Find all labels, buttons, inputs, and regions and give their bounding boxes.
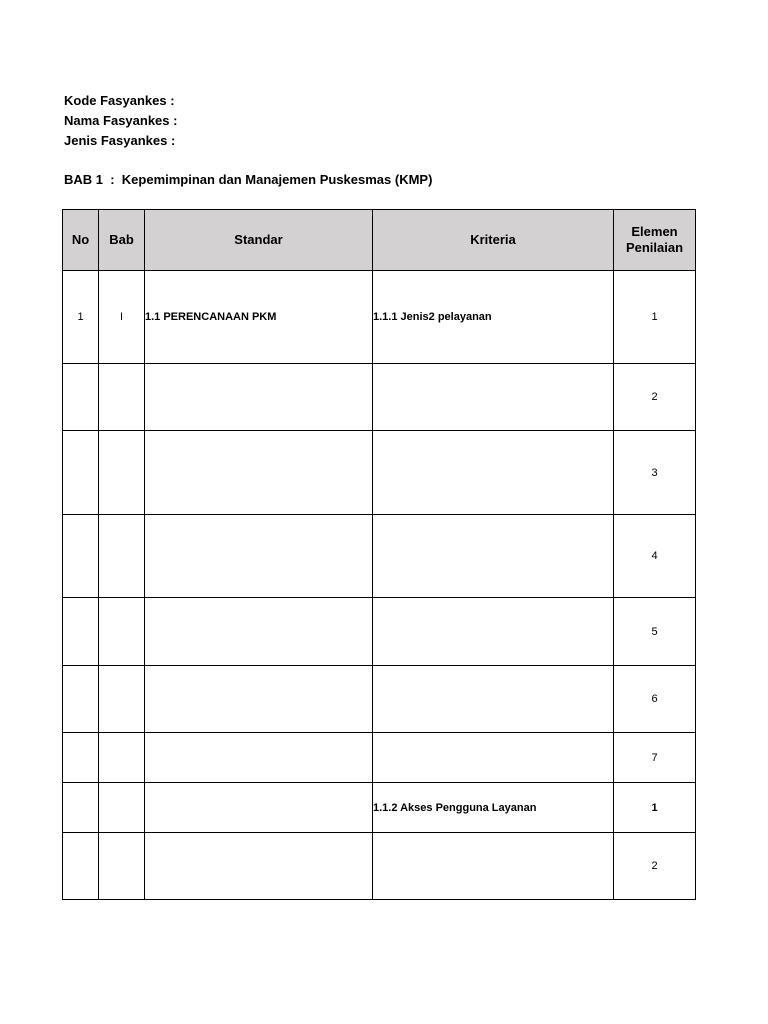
cell-standar (145, 833, 373, 900)
cell-kriteria (373, 431, 614, 515)
cell-standar (145, 666, 373, 733)
cell-no (63, 364, 99, 431)
assessment-table (62, 209, 696, 900)
cell-elemen: 4 (614, 515, 696, 598)
cell-no (63, 431, 99, 515)
cell-no (63, 666, 99, 733)
cell-standar (145, 431, 373, 515)
facility-info (64, 91, 177, 151)
cell-bab (99, 364, 145, 431)
table-row (63, 598, 696, 666)
cell-elemen: 6 (614, 666, 696, 733)
table-row (63, 733, 696, 783)
cell-no: 1 (63, 271, 99, 364)
header-elemen: Elemen Penilaian (614, 210, 696, 271)
cell-elemen: 1 (614, 783, 696, 833)
table-row (63, 783, 696, 833)
cell-bab (99, 515, 145, 598)
header-kriteria: Kriteria (373, 210, 614, 271)
header-bab: Bab (99, 210, 145, 271)
header-standar: Standar (145, 210, 373, 271)
table-row (63, 431, 696, 515)
table-header-row (63, 210, 696, 271)
cell-standar (145, 364, 373, 431)
cell-standar: 1.1 PERENCANAAN PKM (145, 271, 373, 364)
cell-elemen: 2 (614, 364, 696, 431)
table-row (63, 666, 696, 733)
cell-no (63, 598, 99, 666)
jenis-fasyankes-label: Jenis Fasyankes : (64, 133, 176, 148)
bab-title: BAB 1 : Kepemimpinan dan Manajemen Puskesmas (KMP) (64, 172, 433, 187)
cell-standar (145, 783, 373, 833)
table-row (63, 833, 696, 900)
cell-kriteria (373, 598, 614, 666)
cell-kriteria: 1.1.2 Akses Pengguna Layanan (373, 783, 614, 833)
table-row (63, 364, 696, 431)
cell-kriteria (373, 364, 614, 431)
cell-kriteria (373, 733, 614, 783)
cell-no (63, 733, 99, 783)
cell-bab (99, 833, 145, 900)
cell-bab (99, 783, 145, 833)
cell-no (63, 515, 99, 598)
cell-elemen: 5 (614, 598, 696, 666)
cell-bab (99, 666, 145, 733)
nama-fasyankes-label: Nama Fasyankes : (64, 113, 178, 128)
cell-standar (145, 733, 373, 783)
cell-elemen: 2 (614, 833, 696, 900)
cell-elemen: 3 (614, 431, 696, 515)
cell-standar (145, 598, 373, 666)
cell-elemen: 1 (614, 271, 696, 364)
cell-no (63, 833, 99, 900)
cell-no (63, 783, 99, 833)
cell-standar (145, 515, 373, 598)
cell-kriteria: 1.1.1 Jenis2 pelayanan (373, 271, 614, 364)
cell-elemen: 7 (614, 733, 696, 783)
cell-kriteria (373, 666, 614, 733)
cell-bab (99, 431, 145, 515)
table-row (63, 515, 696, 598)
cell-kriteria (373, 833, 614, 900)
kode-fasyankes-label: Kode Fasyankes : (64, 93, 175, 108)
cell-bab (99, 733, 145, 783)
cell-bab: I (99, 271, 145, 364)
table-row (63, 271, 696, 364)
cell-kriteria (373, 515, 614, 598)
header-no: No (63, 210, 99, 271)
cell-bab (99, 598, 145, 666)
